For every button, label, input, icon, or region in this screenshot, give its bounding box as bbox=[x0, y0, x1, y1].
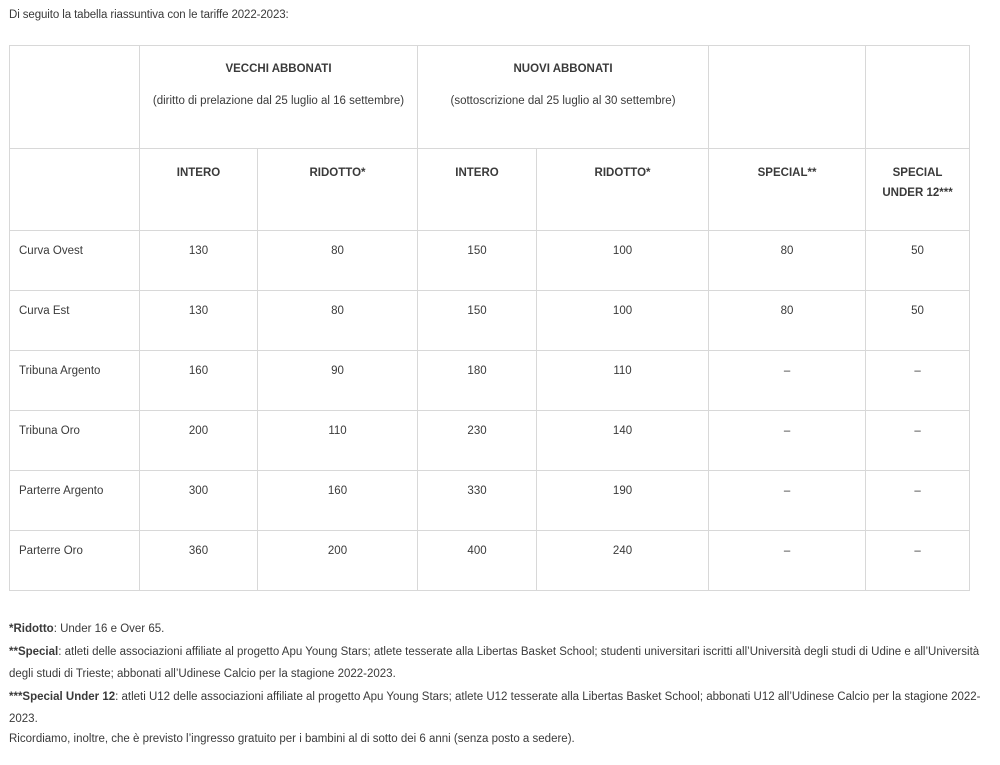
header-empty-cell bbox=[10, 149, 140, 231]
price-cell: 140 bbox=[537, 411, 709, 471]
price-cell: 110 bbox=[258, 411, 418, 471]
price-cell: 80 bbox=[258, 231, 418, 291]
price-cell: 90 bbox=[258, 351, 418, 411]
price-cell: 50 bbox=[866, 291, 970, 351]
price-cell: – bbox=[709, 411, 866, 471]
row-label: Parterre Oro bbox=[10, 531, 140, 591]
price-cell: 100 bbox=[537, 291, 709, 351]
row-label: Tribuna Argento bbox=[10, 351, 140, 411]
table-row bbox=[10, 531, 970, 591]
header-empty-cell bbox=[866, 46, 970, 149]
price-cell: – bbox=[709, 531, 866, 591]
footnote-special bbox=[9, 641, 989, 686]
group-subtitle: (sottoscrizione dal 25 luglio al 30 settembre) bbox=[450, 95, 676, 107]
column-header: SPECIAL** bbox=[709, 149, 866, 231]
price-cell: 150 bbox=[418, 231, 537, 291]
price-cell: – bbox=[709, 351, 866, 411]
header-columns-row bbox=[10, 149, 970, 231]
column-header: SPECIAL UNDER 12*** bbox=[866, 149, 970, 231]
table-row bbox=[10, 471, 970, 531]
footnote-term: **Special bbox=[9, 645, 59, 658]
price-cell: – bbox=[866, 471, 970, 531]
price-cell: 110 bbox=[537, 351, 709, 411]
group-title: NUOVI ABBONATI bbox=[513, 63, 613, 75]
price-cell: 160 bbox=[258, 471, 418, 531]
footnote-text: : atleti delle associazioni affiliate al progetto Apu Young Stars; atlete tesserate alla Libertas Basket School; studenti universitari iscritti all’Università degli studi di Udine e all’Università degli studi di Trieste; abbonati all’Udinese Calcio per la stagione 2022-2023. bbox=[9, 645, 980, 680]
header-group-row bbox=[10, 46, 970, 149]
footnotes bbox=[9, 618, 989, 731]
price-cell: 80 bbox=[258, 291, 418, 351]
header-nuovi-abbonati bbox=[418, 46, 709, 149]
price-cell: – bbox=[866, 351, 970, 411]
price-cell: 150 bbox=[418, 291, 537, 351]
price-cell: 80 bbox=[709, 291, 866, 351]
price-cell: 180 bbox=[418, 351, 537, 411]
group-subtitle: (diritto di prelazione dal 25 luglio al 16 settembre) bbox=[152, 95, 405, 107]
table-row bbox=[10, 291, 970, 351]
group-title: VECCHI ABBONATI bbox=[225, 63, 332, 75]
price-cell: 190 bbox=[537, 471, 709, 531]
price-cell: 400 bbox=[418, 531, 537, 591]
table-row bbox=[10, 411, 970, 471]
price-cell: 330 bbox=[418, 471, 537, 531]
rates-table bbox=[9, 45, 970, 591]
price-cell: 230 bbox=[418, 411, 537, 471]
price-cell: 200 bbox=[140, 411, 258, 471]
header-empty-cell bbox=[10, 46, 140, 149]
closing-note: Ricordiamo, inoltre, che è previsto l’ingresso gratuito per i bambini al di sotto dei 6 anni (senza posto a sedere). bbox=[9, 733, 575, 745]
price-cell: 130 bbox=[140, 231, 258, 291]
row-label: Tribuna Oro bbox=[10, 411, 140, 471]
price-cell: 200 bbox=[258, 531, 418, 591]
footnote-text: : atleti U12 delle associazioni affiliate al progetto Apu Young Stars; atlete U12 tesserate alla Libertas Basket School; abbonati U12 all’Udinese Calcio per la stagione 2022-2023. bbox=[9, 690, 981, 725]
price-cell: 360 bbox=[140, 531, 258, 591]
footnote-ridotto bbox=[9, 618, 989, 641]
rates-table-body bbox=[10, 231, 970, 591]
column-header: INTERO bbox=[418, 149, 537, 231]
table-row bbox=[10, 351, 970, 411]
row-label: Curva Ovest bbox=[10, 231, 140, 291]
footnote-text: : Under 16 e Over 65. bbox=[53, 623, 165, 635]
row-label: Curva Est bbox=[10, 291, 140, 351]
price-cell: 80 bbox=[709, 231, 866, 291]
price-cell: – bbox=[866, 411, 970, 471]
column-header: RIDOTTO* bbox=[258, 149, 418, 231]
row-label: Parterre Argento bbox=[10, 471, 140, 531]
price-cell: 50 bbox=[866, 231, 970, 291]
header-vecchi-abbonati bbox=[140, 46, 418, 149]
footnote-special-under-12 bbox=[9, 686, 989, 731]
header-empty-cell bbox=[709, 46, 866, 149]
table-row bbox=[10, 231, 970, 291]
price-cell: 130 bbox=[140, 291, 258, 351]
column-header: RIDOTTO* bbox=[537, 149, 709, 231]
price-cell: 100 bbox=[537, 231, 709, 291]
footnote-term: *Ridotto bbox=[9, 623, 54, 635]
column-header: INTERO bbox=[140, 149, 258, 231]
intro-text: Di seguito la tabella riassuntiva con le tariffe 2022-2023: bbox=[9, 9, 289, 21]
price-cell: 240 bbox=[537, 531, 709, 591]
price-cell: 160 bbox=[140, 351, 258, 411]
price-cell: 300 bbox=[140, 471, 258, 531]
price-cell: – bbox=[866, 531, 970, 591]
footnote-term: ***Special Under 12 bbox=[9, 690, 116, 703]
price-cell: – bbox=[709, 471, 866, 531]
